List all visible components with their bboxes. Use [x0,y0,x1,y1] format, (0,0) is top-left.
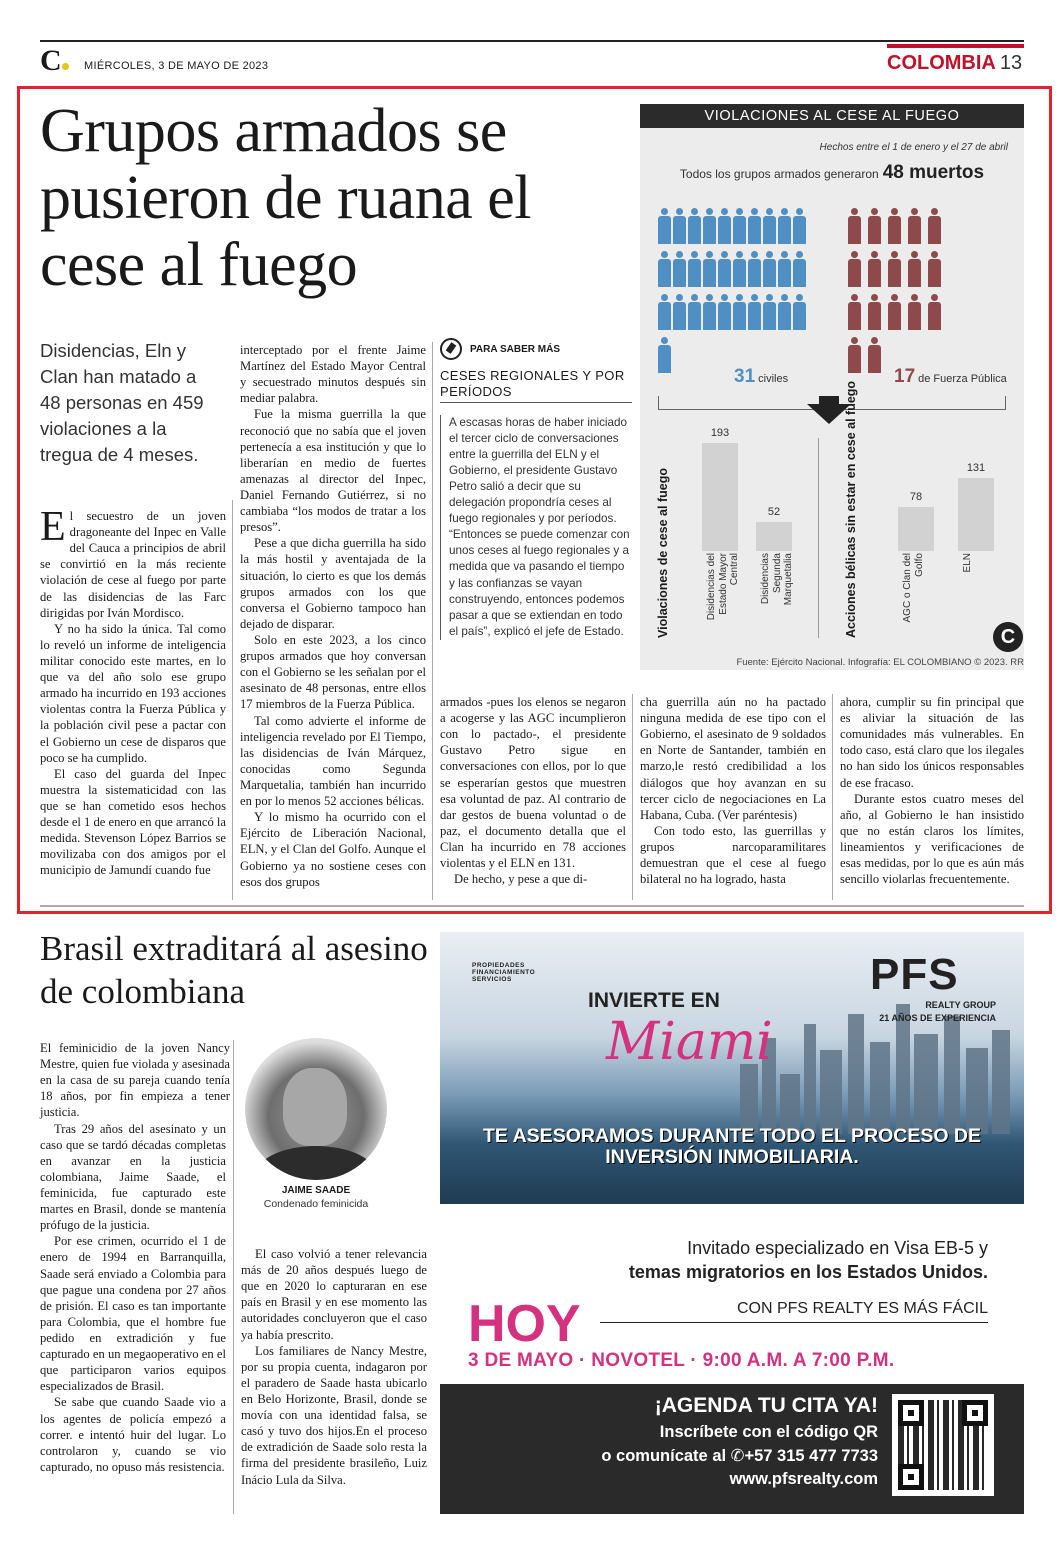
column-divider [232,500,233,900]
civilian-figure-icon [748,294,761,330]
main-headline: Grupos armados se pusieron de ruana el cese al fuego [40,97,531,299]
civilian-figure-icon [658,208,671,244]
jaime-saade-photo [245,1038,387,1180]
fuerza-publica-figure-icon [888,251,901,287]
ad-invierte: INVIERTE EN [588,989,720,1012]
civilian-figure-icon [673,208,686,244]
civilian-figure-icon [778,251,791,287]
ad-asesoramos: TE ASESORAMOS DURANTE TODO EL PROCESO DE INVERSIÓN INMOBILIARIA. [482,1125,982,1169]
ad-inscribete: Inscríbete con el código QR [659,1423,878,1441]
civilians-pictogram [658,208,808,368]
fuerza-publica-figure-icon [868,337,881,373]
chart1-bar [702,443,738,551]
second-col-2: El caso volvió a tener relevancia más de 20 años después luego de que en 2020 lo capturaran en ese país en Brasil y en ese momento las autoridades concluyeron que el caso ya había prescrito. Los familiares de Nancy Mestre, por su propia cuenta, indagaron por el paradero de Saade hasta ubicarlo en Belo Horizonte, Brasil, donde se movía con una identidad falsa, se casó y tuvo dos hijos.En el proceso de extradición de Saade solo resta la firma del presidente brasileño, Luiz Inácio Lula da Silva. [241,1247,427,1487]
fuerza-publica-figure-icon [908,208,921,244]
civilian-figure-icon [763,208,776,244]
civilian-figure-icon [703,208,716,244]
ad-event-date: 3 DE MAYO · NOVOTEL · 9:00 A.M. A 7:00 P.M. [468,1350,895,1371]
civilian-figure-icon [733,208,746,244]
fuerza-publica-figure-icon [928,294,941,330]
sidebar-subtitle: CESES REGIONALES Y POR PERÍODOS [440,368,632,403]
chart2-ylabel: Acciones bélicas sin estar en cese al fuego [844,380,858,638]
fuerza-publica-figure-icon [888,208,901,244]
chart2-value-label: 131 [966,461,986,474]
fuerza-publica-figure-icon [888,294,901,330]
ad-line-2: temas migratorios en los Estados Unidos. [628,1262,988,1282]
column-divider [233,1040,234,1514]
sidebar-body: A escasas horas de haber iniciado el tercer ciclo de conversaciones entre la guerrilla del ELN y el Gobierno, el presidente Gustavo Petro salió a decir que su delegación propondría ceses al fuego regionales y por períodos. “Entonces se puede comenzar con unos ceses al fuego regionales y a medida que va pasando el tiempo y las confianzas se vayan construyendo, entonces podemos pasar a que se extiendan en todo el país”, explicó el jefe de Estado. [440,415,632,639]
ad-con-pfs: CON PFS REALTY ES MÁS FÁCIL [600,1300,988,1323]
column-divider [832,694,833,900]
civilian-figure-icon [793,251,806,287]
second-col-1: El feminicidio de la joven Nancy Mestre, quien fue violada y asesinada en la casa de su pareja cuando tenía 18 años, por fin empieza a tener justicia. Tras 29 años del asesinato y un caso que se tardó décadas completas en avanzar en la justicia colombiana, Jaime Saade, el feminicida, fue capturado este martes en Brasil, donde se mantenía prófugo de la justicia. Por ese crimen, ocurrido el 1 de enero de 1994 en Barranquilla, Saade será enviado a Colombia para que pague una condena por 27 años de prisión. El caso es tan importante para Colombia, que el hombre fue pedido en extradición y fue capturado en un megaoperativo en el que participaron varios equipos especializados de Brasil. Se sabe que cuando Saade vio a los agentes de policía empezó a correr. e intentó huir del lugar. Lo controlaron y, cuando se vio capturado, no opuso más resistencia. [40,1041,230,1474]
logo-dot-icon [62,63,69,70]
fuerza-publica-count: 17 de Fuerza Pública [894,366,1007,387]
fuerza-publica-pictogram [848,208,948,368]
civilian-figure-icon [748,208,761,244]
civilian-figure-icon [658,251,671,287]
civilian-figure-icon [793,208,806,244]
fuerza-publica-figure-icon [868,208,881,244]
chart-divider [818,438,819,638]
infographic-title: VIOLACIONES AL CESE AL FUEGO [640,104,1024,128]
chart1-bar [756,522,792,551]
chart1-category-label: Disidencias Segunda Marquetalia [760,553,794,606]
chart1-ylabel: Violaciones de cese al fuego [656,468,670,638]
ad-line-1: Invitado especializado en Visa EB-5 y [687,1238,988,1258]
chart2-bar [958,478,994,551]
second-headline: Brasil extraditará al asesino de colombiana [40,929,428,1011]
ad-hoy: HOY [468,1295,581,1353]
civilian-figure-icon [763,251,776,287]
civilian-figure-icon [733,294,746,330]
chart2-category-label: ELN [962,553,973,573]
ad-brand-sub: REALTY GROUP [925,1000,996,1010]
fuerza-publica-figure-icon [928,208,941,244]
el-colombiano-logo-icon: C [993,622,1023,652]
total-value: 48 muertos [882,162,985,183]
column-divider [432,342,433,900]
chart2-value-label: 78 [909,491,923,504]
civilian-figure-icon [733,251,746,287]
fuerza-publica-figure-icon [908,251,921,287]
main-dek: Disidencias, Eln y Clan han matado a 48 personas en 459 violaciones a la tregua de 4 meses. [40,340,204,466]
civilian-figure-icon [718,208,731,244]
infographic-source: Fuente: Ejército Nacional. Infografía: EL COLOMBIANO © 2023. RR [736,657,1024,668]
civilian-figure-icon [748,251,761,287]
pin-icon [440,338,462,360]
ad-services: PROPIEDADES FINANCIAMIENTO SERVICIOS [472,962,536,984]
civilian-figure-icon [763,294,776,330]
civilian-figure-icon [688,251,701,287]
civilian-figure-icon [778,208,791,244]
ad-phone[interactable]: o comunícate al ✆+57 315 477 7733 [601,1447,878,1465]
main-col-2: interceptado por el frente Jaime Martínez del Estado Mayor Central y secuestrado minutos después sin mediar palabra. Fue la misma guerrilla la que reconoció que no sabía que el joven pertenecía a esa institución y que lo liberarían en medio de fuertes amenazas al director del Inpec, Daniel Fernando Gutiérrez, si no cambiaba “los modos de tratar a los presos”. Pese a que dicha guerrilla ha sido la más hostil y aventajada de la situación, lo cierto es que los demás grupos armados con los que conversa el Gobierno tampoco han dejado de disparar. Solo en este 2023, a los cinco grupos armados que hoy conversan con el Gobierno se les señalan por el asesinato de 48 personas, entre ellos 17 miembros de la Fuerza Pública. Tal como advierte el informe de inteligencia revelado por El Tiempo, las disidencias de Iván Márquez, conocidas como Segunda Marquetalia, también han incurrido en por lo menos 52 acciones bélicas. Y lo mismo ha ocurrido con el Ejército de Liberación Nacional, ELN, y el Clan del Golfo. Aunque el Gobierno ya no sostiene ceses con esos dos grupos [240,343,426,889]
civilian-figure-icon [778,294,791,330]
newspaper-logo[interactable]: C [40,44,69,78]
photo-caption: Condenado feminicida [263,1198,369,1210]
sidebar-para-saber-mas [440,338,632,640]
fuerza-publica-figure-icon [908,294,921,330]
chart1-category-label: Disidencias del Estado Mayor Central [706,553,740,621]
fuerza-publica-figure-icon [848,208,861,244]
qr-code-icon[interactable] [892,1394,994,1496]
column-divider [632,694,633,900]
section-label[interactable]: COLOMBIA 13 [887,44,1024,74]
civilian-figure-icon [718,251,731,287]
page-number: 13 [999,52,1023,74]
section-rule [40,905,1024,907]
civilian-figure-icon [688,294,701,330]
infographic-note: Hechos entre el 1 de enero y el 27 de abril [819,142,1008,153]
ad-miami: Miami [606,1012,773,1072]
civilian-figure-icon [703,294,716,330]
main-col-1: El secuestro de un joven dragoneante del Inpec en Valle del Cauca a principios de abril se convirtió en la más reciente violación de cese al fuego por parte de las disidencias de las Farc dirigidas por Iván Mordisco. Y no ha sido la única. Tal como lo reveló un informe de inteligencia militar conocido este martes, en lo que va del año solo ese grupo armado ha incurrido en 193 acciones violentas contra la Fuerza Pública y la población civil pese a pactar con el Gobierno un cese de disparos que poco se ha cumplido. El caso del guarda del Inpec muestra la sistematicidad con las que se han cometido esos hechos desde el 1 de enero en que arrancó la medida. Stevenson López Barrios se movilizaba con dos amigos por el municipio de Jamundí cuando fue [40,504,227,878]
civilian-figure-icon [793,294,806,330]
civilian-figure-icon [688,208,701,244]
chart2-bar [898,507,934,551]
main-col-5: ahora, cumplir su fin principal que es aliviar la situación de las comunidades más vulnerables. En todo caso, está claro que los ilegales no han sido los únicos responsables de ese fracaso. Durante estos cuatro meses del año, al Gobierno le han insistido que no están claros los límites, lineamientos y verificaciones de esas medidas, por lo que es aún más sencillo violarlas frecuentemente. [840,695,1024,887]
drop-cap: E [40,504,66,550]
fuerza-publica-figure-icon [848,294,861,330]
civilian-figure-icon [658,337,671,373]
fuerza-publica-figure-icon [848,251,861,287]
fuerza-publica-figure-icon [868,251,881,287]
main-col-3: armados -pues los elenos se negaron a acogerse y las AGC incumplieron con lo pactado-, el presidente Gustavo Petro sigue en conversaciones con ellos, por lo que se esperarían gestos que muestren esa voluntad de paz. Al contrario de dar gestos de buena voluntad o de paz, el documento detalla que el Clan ha incurrido en 78 acciones violentas y el ELN en 131. De hecho, y pese a que di- [440,695,626,887]
bar-charts [640,380,1024,648]
civilian-figure-icon [658,294,671,330]
civilian-figure-icon [673,294,686,330]
fuerza-publica-figure-icon [928,251,941,287]
header-rule [40,40,1024,42]
ad-agenda: ¡AGENDA TU CITA YA! [654,1394,878,1417]
infographic-total: Todos los grupos armados generaron 48 muertos [679,162,985,183]
fuerza-publica-figure-icon [868,294,881,330]
main-col-4: cha guerrilla aún no ha pactado ninguna medida de ese tipo con el Gobierno, el asesinato de 9 soldados en Norte de Santander, también en marzo,le restó credibilidad a los diálogos que hoy avanzan en su tercer ciclo de negociaciones en La Habana, Cuba. (Ver paréntesis) Con todo esto, las guerrillas y grupos narcoparamilitares demuestran que el cese al fuego bilateral no ha logrado, hasta [640,695,826,887]
ad-website-link[interactable]: www.pfsrealty.com [729,1470,878,1488]
ad-experience: 21 AÑOS DE EXPERIENCIA [879,1013,996,1023]
chart2-category-label: AGC o Clan del Golfo [902,553,925,623]
chart1-value-label: 193 [710,427,730,439]
photo-name: JAIME SAADE [281,1185,351,1196]
civilians-count: 31 civiles [734,366,789,387]
civilian-figure-icon [718,294,731,330]
ad-brand-logo: PFS [870,950,959,999]
fuerza-publica-figure-icon [848,337,861,373]
issue-date: MIÉRCOLES, 3 DE MAYO DE 2023 [84,60,269,72]
chart1-value-label: 52 [767,505,781,518]
civilian-figure-icon [703,251,716,287]
sidebar-tag: PARA SABER MÁS [470,343,561,355]
civilian-figure-icon [673,251,686,287]
